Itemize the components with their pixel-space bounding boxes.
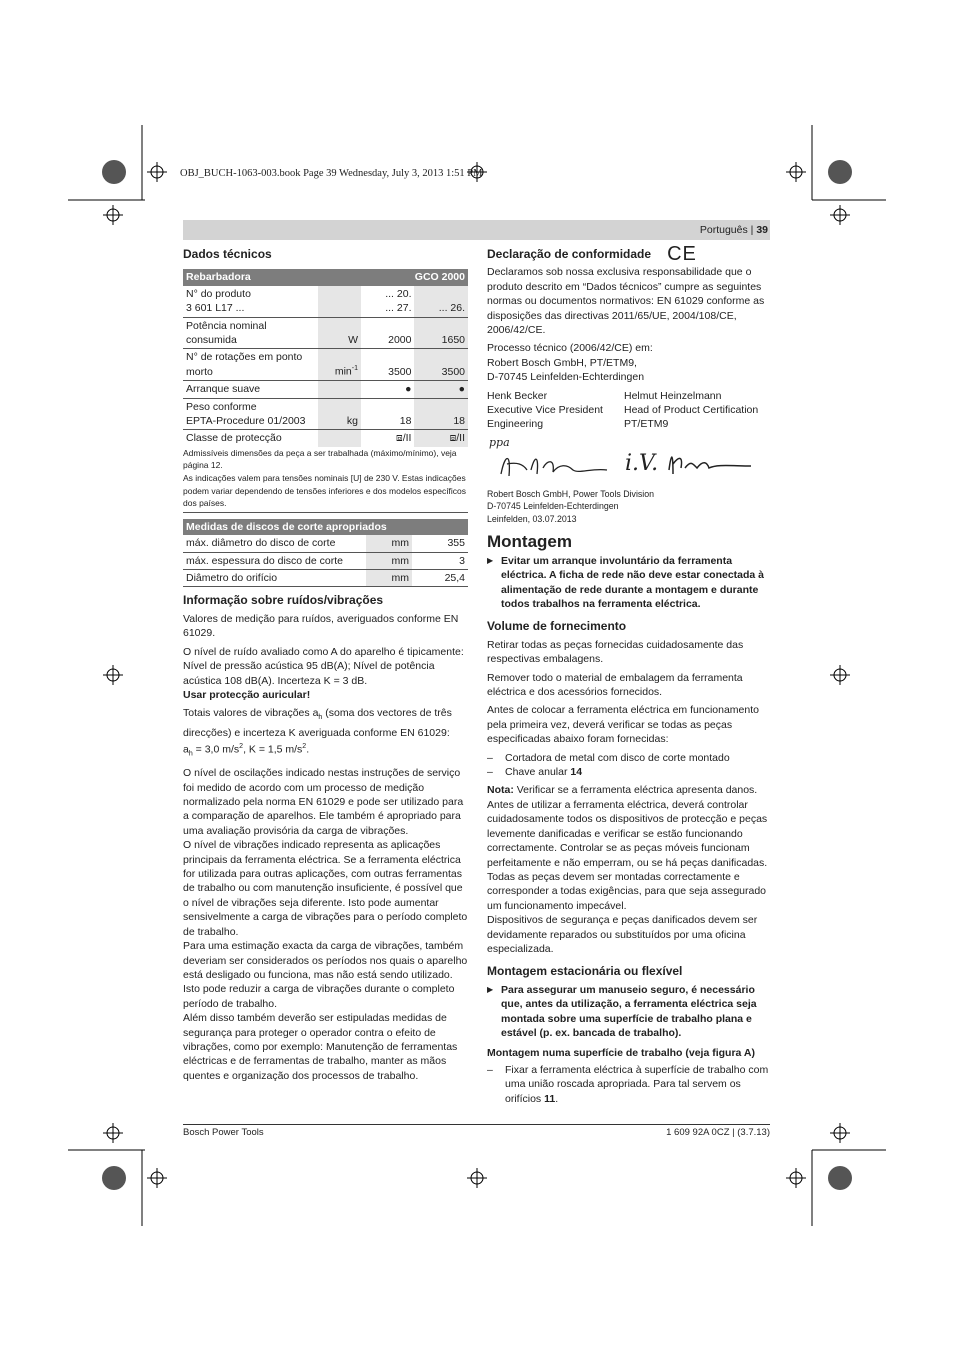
- table-row: [183, 349, 468, 381]
- signature-ppa: ppa: [489, 435, 510, 449]
- warning-text: Para assegurar um manuseio seguro, é necessário que, antes da utilização, a ferramenta eléctrica seja montada sobre uma superfície de trabalho plana e estável (p. ex. bancada de trabalho).: [501, 983, 757, 1039]
- row-unit: [318, 381, 361, 398]
- table-row: [183, 535, 468, 552]
- ce-mark: CE: [667, 243, 697, 265]
- paragraph: Para uma estimação exacta da carga de vibrações, também deveriam ser considerados os períodos nos quais o aparelho está desligado ou funciona, mas não está sendo utilizado. Isto pode reduzir a carga de vibrações durante o completo período de trabalho.: [183, 940, 468, 1010]
- list-ref: 14: [570, 766, 583, 779]
- table-row: [183, 430, 468, 447]
- row-value: 3: [412, 552, 468, 569]
- list-ref: 11: [544, 1092, 556, 1105]
- footer-right: 1 609 92A 0CZ | (3.7.13): [666, 1127, 770, 1138]
- row-value: 355: [412, 535, 468, 552]
- spec-header-model: GCO 2000: [414, 271, 465, 284]
- list-text: Cortadora de metal com disco de corte montado: [505, 751, 730, 764]
- row-label: N° de rotações em ponto: [186, 351, 303, 364]
- row-value: 25,4: [412, 570, 468, 587]
- table-row: [183, 398, 468, 430]
- row-label: morto: [186, 365, 213, 378]
- row-value: ... 27.: [385, 302, 412, 315]
- address: [487, 488, 770, 526]
- list-text: .: [555, 1092, 559, 1105]
- sig-line: PT/ETM9: [624, 418, 669, 431]
- warning: [487, 983, 770, 1041]
- triangle-bullet-icon: ▶: [487, 555, 494, 565]
- dados-title: Dados técnicos: [183, 247, 272, 261]
- row-unit: [318, 286, 361, 317]
- signatories: [487, 389, 770, 432]
- row-value: 18: [414, 398, 468, 430]
- row-unit: [318, 430, 361, 447]
- row-unit: W: [318, 317, 361, 349]
- page-header: [700, 224, 768, 236]
- row-value: 3500: [361, 349, 415, 381]
- page-number: 39: [756, 224, 768, 236]
- paragraph: O nível de ruído avaliado como A do aparelho é tipicamente: Nível de pressão acústica 95 dB(A); Nível de potência acústica 108 dB(A). Incerteza K = 3 dB.: [183, 645, 464, 687]
- nota-label: Nota:: [487, 784, 514, 797]
- text: Totais valores de vibrações a: [183, 707, 319, 720]
- dash-bullet: –: [487, 1063, 493, 1076]
- spec-table: [183, 269, 468, 446]
- row-unit: kg: [318, 398, 361, 430]
- paragraph: Valores de medição para ruídos, averiguados conforme EN 61029.: [183, 612, 459, 640]
- paragraph-bold: Usar protecção auricular!: [183, 688, 311, 701]
- row-label: Peso conforme: [186, 400, 257, 413]
- triangle-bullet-icon: ▶: [487, 984, 494, 994]
- row-value: ... 20.: [385, 287, 412, 300]
- nota-text: Verificar se a ferramenta eléctrica apresenta danos.: [513, 784, 758, 797]
- sig-line: Engineering: [487, 418, 544, 431]
- text-sup: 2: [239, 743, 244, 751]
- signature-iv: i.V.: [625, 450, 659, 476]
- text: a: [183, 743, 189, 756]
- table-row: [183, 317, 468, 349]
- header-bar: [183, 220, 770, 240]
- address-line: Leinfelden, 03.07.2013: [487, 513, 577, 524]
- list-text: Fixar a ferramenta eléctrica à superfície de trabalho com uma união roscada apropriada. Para tal servem os orifícios: [505, 1063, 769, 1105]
- unit-text: min: [334, 365, 352, 378]
- row-unit: mm: [366, 535, 412, 552]
- right-column: [487, 243, 770, 1106]
- text: (soma dos vectores de três direcções) e incerteza K averiguada conforme EN 61029:: [183, 707, 452, 739]
- header-language: Português: [699, 224, 748, 236]
- text: , K = 1,5 m/s: [243, 743, 303, 756]
- nota: [487, 783, 770, 797]
- warning: [487, 554, 770, 612]
- row-value: ●: [414, 381, 468, 398]
- sig-line: Henk Becker: [487, 389, 548, 402]
- line: Processo técnico (2006/42/CE) em:: [487, 342, 653, 355]
- row-value: ⧈/II: [414, 430, 468, 447]
- row-value: 18: [361, 398, 415, 430]
- row-label: consumida: [186, 334, 237, 347]
- footer-left: Bosch Power Tools: [183, 1127, 264, 1138]
- row-value: ... 26.: [414, 286, 468, 317]
- processo: [487, 341, 770, 384]
- list-item: [487, 1063, 770, 1106]
- list-item: [487, 765, 770, 779]
- spec-note: Admissíveis dimensões da peça a ser trabalhada (máximo/mínimo), veja página 12.: [183, 447, 457, 471]
- file-info: OBJ_BUCH-1063-003.book Page 39 Wednesday, July 3, 2013 1:51 PM: [180, 168, 483, 179]
- list-item: [487, 751, 770, 765]
- sig-line: Head of Product Certification: [624, 404, 759, 417]
- row-label: N° do produto: [186, 287, 251, 300]
- row-value: ●: [361, 381, 415, 398]
- footer-rule: [183, 1124, 770, 1125]
- paragraph: Dispositivos de segurança e peças danificados devem ser devidamente reparados ou substituídos por uma oficina especializada.: [487, 914, 758, 955]
- spec-table-header: [183, 269, 468, 285]
- row-value: 2000: [361, 317, 415, 349]
- paragraph: Remover todo o material de embalagem da ferramenta eléctrica e dos acessórios fornecidos.: [487, 671, 743, 699]
- row-unit: [318, 349, 361, 381]
- text-sub: h: [318, 714, 323, 722]
- table-row: [183, 570, 468, 587]
- left-column: [183, 247, 468, 1083]
- volume-title: Volume de fornecimento: [487, 619, 627, 634]
- row-label: Arranque suave: [183, 381, 318, 398]
- spec-header-label: Rebarbadora: [186, 271, 251, 284]
- superficie-title: Montagem numa superfície de trabalho (veja figura A): [487, 1047, 755, 1060]
- discs-header: Medidas de discos de corte apropriados: [186, 520, 387, 533]
- paragraph: Retirar todas as peças fornecidas cuidadosamente das respectivas embalagens.: [487, 638, 744, 666]
- row-unit: mm: [366, 570, 412, 587]
- sig-line: Helmut Heinzelmann: [624, 389, 722, 402]
- text-sub: h: [188, 750, 193, 758]
- row-label: Potência nominal: [186, 319, 267, 332]
- montagem-title: Montagem: [487, 532, 572, 552]
- row-label: máx. diâmetro do disco de corte: [183, 535, 366, 552]
- discs-table: [183, 519, 468, 588]
- line: Robert Bosch GmbH, PT/ETM9,: [487, 356, 637, 369]
- row-value: 1650: [414, 317, 468, 349]
- row-unit: mm: [366, 552, 412, 569]
- decl-heading: [487, 243, 770, 265]
- warning-text: Evitar um arranque involuntário da ferramenta eléctrica. A ficha de rede não deve estar conectada à alimentação de rede durante a montagem e durante todos trabalhos na ferramenta eléctrica.: [501, 554, 765, 610]
- decl-title: Declaração de conformidade: [487, 247, 652, 261]
- paragraph: [183, 706, 468, 762]
- table-row: [183, 552, 468, 569]
- paragraph: Declaramos sob nossa exclusiva responsabilidade que o produto descrito em “Dados técnicos” cumpre as seguintes normas ou documentos normativos: EN 61029 conforme as disposições das directivas 2011/65/UE, 2004/108/CE, 2006/42/CE.: [487, 266, 765, 337]
- list-text: Chave anular: [505, 766, 571, 779]
- spec-note: As indicações valem para tensões nominais [U] de 230 V. Estas indicações podem variar dependendo de tensões inferiores e dos modelos específicos dos países.: [183, 473, 467, 509]
- text: = 3,0 m/s: [192, 743, 240, 756]
- sig-line: Executive Vice President: [487, 404, 603, 417]
- dash-bullet: –: [487, 751, 493, 764]
- row-label: EPTA-Procedure 01/2003: [186, 415, 306, 428]
- row-label: Classe de protecção: [186, 432, 282, 445]
- table-row: [183, 381, 468, 398]
- text: .: [306, 743, 310, 756]
- line: D-70745 Leinfelden-Echterdingen: [487, 371, 645, 384]
- table-row: [183, 286, 468, 317]
- paragraph: Antes de colocar a ferramenta eléctrica em funcionamento pela primeira vez, deverá verificar se todas as peças especificadas abaixo foram fornecidas:: [487, 704, 759, 746]
- paragraph: Além disso também deverão ser estipuladas medidas de segurança para proteger o operador contra o efeito de vibrações, como por exemplo: Manutenção de ferramentas eléctricas e de ferramentas de trabalho, manter as mãos quentes e organização dos processos de trabalho.: [183, 1012, 458, 1082]
- row-label: 3 601 L17 ...: [186, 302, 245, 315]
- unit-sup: -1: [351, 365, 358, 373]
- handwritten-signatures: [487, 434, 767, 484]
- text-sup: 2: [302, 743, 307, 751]
- estacionaria-title: Montagem estacionária ou flexível: [487, 964, 683, 979]
- row-value: ⧈/II: [396, 432, 412, 445]
- paragraph: O nível de vibrações indicado representa as aplicações principais da ferramenta eléctrica. Se a ferramenta eléctrica for utilizada para outras aplicações, com outras ferramentas de trabalho ou com manutenção insuficiente, é possível que o nível de vibrações seja diferente. Isto pode aumentar sensivelmente a carga de vibrações para o período completo de trabalho.: [183, 839, 468, 938]
- address-line: Robert Bosch GmbH, Power Tools Division: [487, 488, 655, 499]
- paragraph: O nível de oscilações indicado nestas instruções de serviço foi medido de acordo com um processo de medição normalizado pela norma EN 61029 e pode ser utilizado para a comparação de aparelhos. Ele também é apropriado para uma avaliação provisória da carga de vibrações.: [183, 767, 464, 837]
- row-label: Diâmetro do orifício: [183, 570, 366, 587]
- row-value: 3500: [414, 349, 468, 381]
- dash-bullet: –: [487, 766, 493, 779]
- header-separator: |: [750, 224, 754, 236]
- row-label: máx. espessura do disco de corte: [183, 552, 366, 569]
- ruidos-title: Informação sobre ruídos/vibrações: [183, 593, 384, 608]
- paragraph: Antes de utilizar a ferramenta eléctrica, deverá controlar cuidadosamente todos os dispositivos de protecção e peças levemente danificadas e verificar se estão funcionando correctamente. Controlar se as peças móveis funcionam perfeitamente e não emperram, ou se há peças danificadas. Todas as peças devem ser montadas correctamente e corresponder a todas exigências, para que seja assegurado um funcionamento impecável.: [487, 798, 768, 912]
- address-line: D-70745 Leinfelden-Echterdingen: [487, 501, 619, 512]
